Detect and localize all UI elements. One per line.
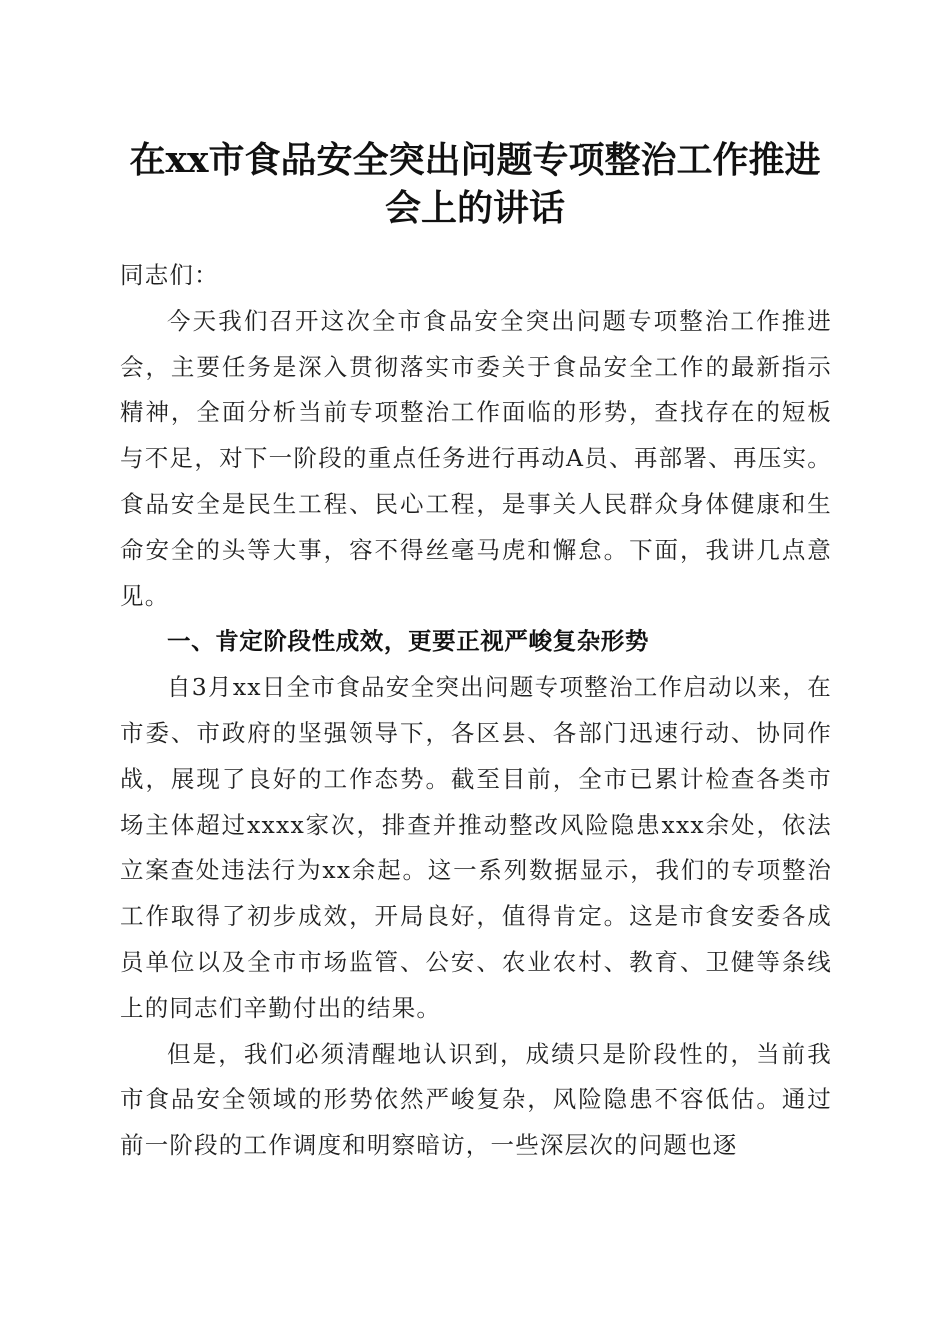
section1-paragraph-1: 自3月xx日全市食品安全突出问题专项整治工作启动以来，在市委、市政府的坚强领导下，各区县、各部门迅速行动、协同作战，展现了良好的工作态势。截至目前，全市已累计检查各类市场主体超过xxxx家次，排查并推动整改风险隐患xxx余处，依法立案查处违法行为xx余起。这一系列数据显示，我们的专项整治工作取得了初步成效，开局良好，值得肯定。这是市食安委各成员单位以及全市市场监管、公安、农业农村、教育、卫健等条线上的同志们辛勤付出的结果。 — [120, 673, 832, 1022]
title-line-2: 会上的讲话 — [384, 187, 565, 229]
intro-paragraph: 今天我们召开这次全市食品安全突出问题专项整治工作推进会，主要任务是深入贯彻落实市委关于食品安全工作的最新指示精神，全面分析当前专项整治工作面临的形势，查找存在的短板与不足，对下一阶段的重点任务进行再动A员、再部署、再压实。食品安全是民生工程、民心工程，是事关人民群众身体健康和生命安全的头等大事，容不得丝毫马虎和懈怠。下面，我讲几点意见。 — [120, 306, 832, 610]
document-body — [120, 253, 832, 1169]
title-line-1: 在xx市食品安全突出问题专项整治工作推进 — [129, 139, 821, 181]
section1-paragraph-2: 但是，我们必须清醒地认识到，成绩只是阶段性的，当前我市食品安全领域的形势依然严峻复杂，风险隐患不容低估。通过前一阶段的工作调度和明察暗访，一些深层次的问题也逐 — [120, 1039, 832, 1160]
section-heading-1: 一、肯定阶段性成效，更要正视严峻复杂形势 — [167, 627, 649, 656]
document-title — [120, 136, 830, 232]
salutation: 同志们： — [120, 261, 219, 289]
